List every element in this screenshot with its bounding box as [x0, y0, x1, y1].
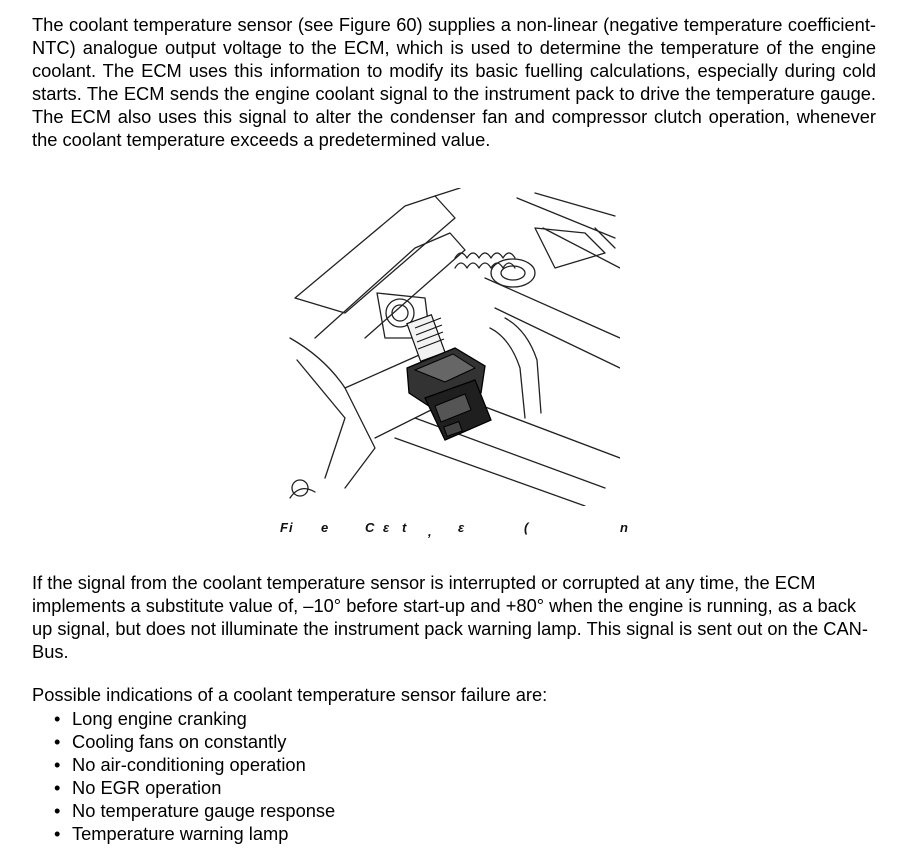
caption-fragment: ɛ: [383, 520, 391, 535]
caption-fragment: ɛ: [458, 520, 466, 535]
caption-fragment: n: [620, 520, 629, 535]
list-item: • No temperature gauge response: [50, 799, 335, 822]
list-item: • No air-conditioning operation: [50, 753, 335, 776]
caption-fragment: (: [524, 520, 530, 535]
caption-fragment: C: [365, 520, 376, 535]
caption-fragment: ,: [428, 524, 433, 539]
caption-fragment: e: [321, 520, 330, 535]
list-item: • Temperature warning lamp: [50, 822, 335, 845]
indications-list: [50, 707, 335, 845]
caption-fragment: Fi: [280, 520, 294, 535]
coolant-sensor-figure: [285, 188, 620, 506]
engine-line-drawing: [285, 188, 620, 506]
list-item: • No EGR operation: [50, 776, 335, 799]
caption-fragment: t: [402, 520, 408, 535]
substitute-value-paragraph: If the signal from the coolant temperature sensor is interrupted or corrupted at any time, the ECM implements a substitute value of, –10° before start-up and +80° when the engine is running, as a back up signal, but does not illuminate the instrument pack warning lamp. This signal is sent out on the CAN-Bus.: [32, 572, 868, 662]
intro-paragraph: The coolant temperature sensor (see Figure 60) supplies a non-linear (negative temperature coefficient-NTC) analogue output voltage to the ECM, which is used to determine the temperature of the engine coolant. The ECM uses this information to modify its basic fuelling calculations, especially during cold starts. The ECM sends the engine coolant signal to the instrument pack to drive the temperature gauge. The ECM also uses this signal to alter the condenser fan and compressor clutch operation, whenever the coolant temperature exceeds a predetermined value.: [32, 14, 876, 150]
list-item: • Cooling fans on constantly: [50, 730, 335, 753]
list-item: • Long engine cranking: [50, 707, 335, 730]
indications-intro: Possible indications of a coolant temperature sensor failure are:: [32, 684, 548, 705]
